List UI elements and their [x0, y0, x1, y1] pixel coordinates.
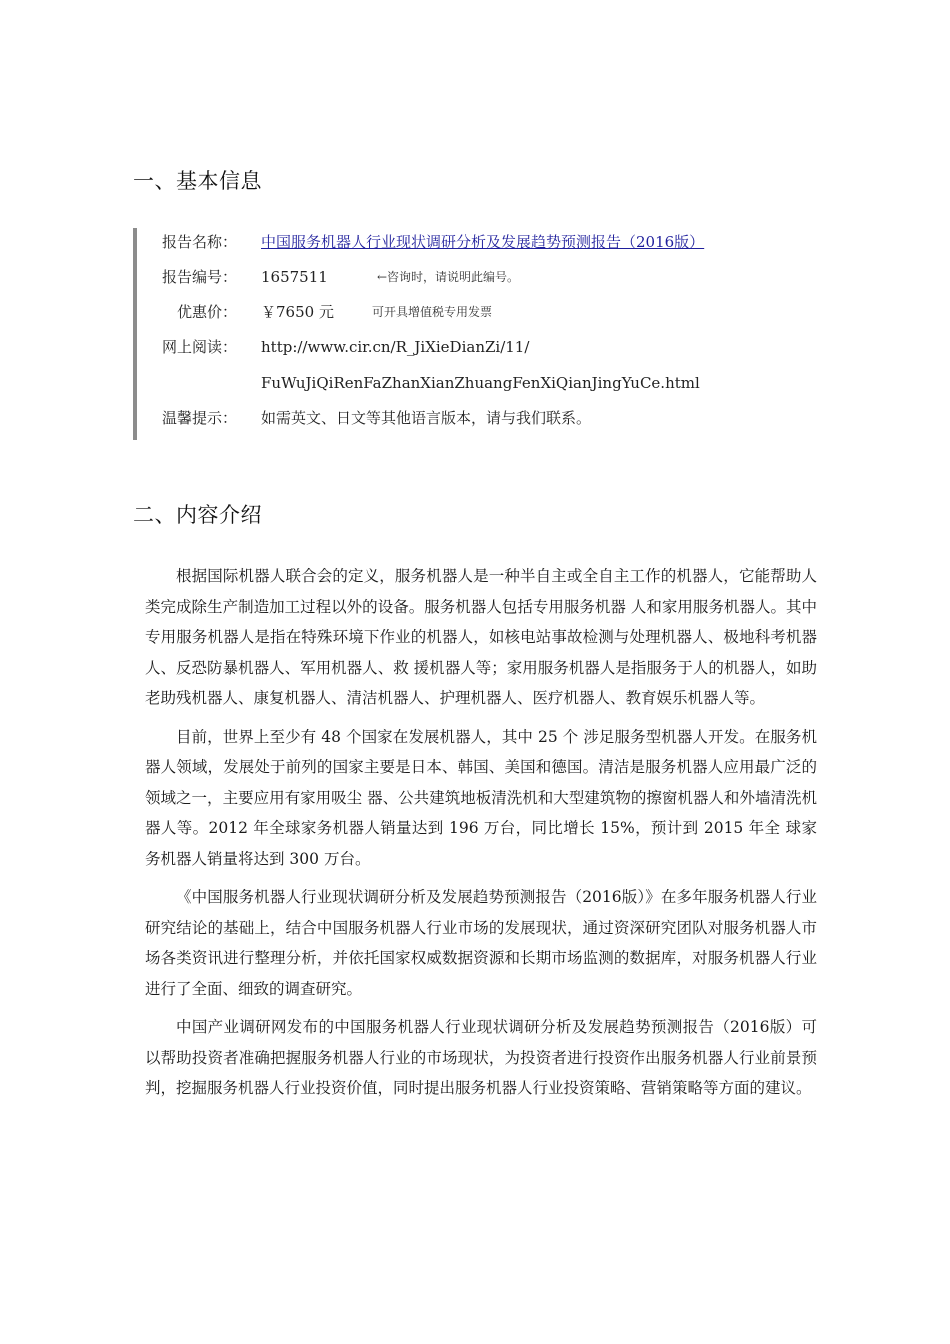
online-read-url-line2[interactable]: FuWuJiQiRenFaZhanXianZhuangFenXiQianJingYuCe.html: [261, 374, 700, 392]
content-paragraph-1: 根据国际机器人联合会的定义，服务机器人是一种半自主或全自主工作的机器人，它能帮助人类完成除生产制造加工过程以外的设备。服务机器人包括专用服务机器 人和家用服务机器人。其中专用服务机器人是指在特殊环境下作业的机器人，如核电站事故检测与处理机器人、极地科考机器人、反恐防暴机器人、军用机器人、救 援机器人等；家用服务机器人是指服务于人的机器人，如助老助残机器人、康复机器人、清洁机器人、护理机器人、医疗机器人、教育娱乐机器人等。: [145, 567, 817, 707]
content-paragraph-4: 中国产业调研网发布的中国服务机器人行业现状调研分析及发展趋势预测报告（2016版）可以帮助投资者准确把握服务机器人行业的市场现状，为投资者进行投资作出服务机器人行业前景预判，挖掘服务机器人行业投资价值，同时提出服务机器人行业投资策略、营销策略等方面的建议。: [145, 1018, 817, 1097]
basic-info-block: [133, 228, 777, 440]
tip-value: 如需英文、日文等其他语言版本，请与我们联系。: [261, 409, 592, 427]
content-paragraph-2: 目前，世界上至少有 48 个国家在发展机器人，其中 25 个 涉足服务型机器人开发。在服务机器人领域，发展处于前列的国家主要是日本、韩国、美国和德国。清洁是服务机器人应用最广泛的领域之一，主要应用有家用吸尘 器、公共建筑地板清洗机和大型建筑物的擦窗机器人和外墙清洗机器人等。2012 年全球家务机器人销量达到 196 万台，同比增长 15%，预计到 2015 年全 球家务机器人销量将达到 300 万台。: [145, 727, 817, 868]
online-read-url-line1[interactable]: http://www.cir.cn/R_JiXieDianZi/11/: [261, 338, 530, 356]
online-read-label: 网上阅读：: [161, 338, 237, 356]
tip-label: 温馨提示：: [161, 409, 237, 427]
report-code-note: ←咨询时，请说明此编号。: [377, 270, 520, 284]
section-heading-content-intro: 二、内容介绍: [133, 503, 262, 527]
content-paragraph-3: 《中国服务机器人行业现状调研分析及发展趋势预测报告（2016版）》在多年服务机器人行业研究结论的基础上，结合中国服务机器人行业市场的发展现状，通过资深研究团队对服务机器人市场各类资讯进行整理分析，并依托国家权威数据资源和长期市场监测的数据库，对服务机器人行业进行了全面、细致的调查研究。: [145, 888, 817, 998]
content-intro-body: [145, 561, 817, 1112]
price-label: 优惠价：: [176, 303, 237, 321]
report-code-label: 报告编号：: [161, 268, 237, 286]
report-code-value: 1657511: [261, 268, 328, 286]
price-value: ￥7650 元: [261, 303, 334, 321]
invoice-note: 可开具增值税专用发票: [372, 305, 493, 319]
section-heading-basic-info: 一、基本信息: [133, 169, 262, 193]
report-name-link[interactable]: 中国服务机器人行业现状调研分析及发展趋势预测报告（2016版）: [261, 233, 705, 251]
report-name-label: 报告名称：: [161, 233, 237, 251]
